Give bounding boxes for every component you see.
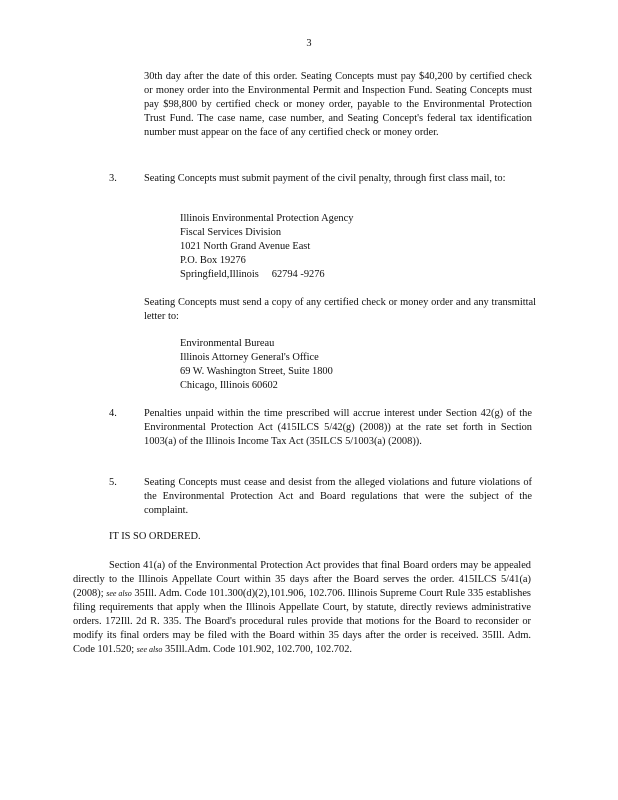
address-line: Fiscal Services Division xyxy=(180,227,282,238)
item-3-text: Seating Concepts must submit payment of the civil penalty, through first class mail, to: xyxy=(144,173,506,184)
address-line: Illinois Environmental Protection Agency xyxy=(180,213,354,224)
page-number: 3 xyxy=(306,38,312,49)
item-4-number: 4. xyxy=(109,408,117,419)
agency-address xyxy=(180,212,353,282)
address-line: Illinois Attorney General's Office xyxy=(180,352,319,363)
address-line: Springfield,Illinois 62794 -9276 xyxy=(180,269,325,280)
appeal-text-3: 35Ill.Adm. Code 101.902, 102.700, 102.702. xyxy=(164,644,352,655)
address-line: P.O. Box 19276 xyxy=(180,255,246,266)
see-also-signal: see also xyxy=(106,589,132,598)
address-line: Environmental Bureau xyxy=(180,338,275,349)
item-4-text: Penalties unpaid within the time prescribed will accrue interest under Section 42(g) of the Environmental Protection Act (415ILCS 5/42(g) (2008)) at the rate set forth in Section 1003(a) of the Illinois Income Tax Act (35ILCS 5/1003(a) (2008)). xyxy=(144,408,532,447)
address-line: 69 W. Washington Street, Suite 1800 xyxy=(180,366,333,377)
item-3-number: 3. xyxy=(109,173,117,184)
address-line: Chicago, Illinois 60602 xyxy=(180,380,278,391)
attorney-general-address xyxy=(180,337,333,393)
appeal-text-2: 35Ill. Adm. Code 101.300(d)(2),101.906, 102.706. Illinois Supreme Court Rule 335 establishes filing requirements that apply when the Illinois Appellate Court, by statute, directly reviews administrative orders. 172Ill. 2d R. 335. The Board's procedural rules provide that motions for the Board to reconsider or modify its final orders may be filed with the Board within 35 days after the order is received. 35Ill. Adm. Code 101.520; xyxy=(73,588,531,655)
continuation-paragraph: 30th day after the date of this order. Seating Concepts must pay $40,200 by certified check or money order into the Environmental Permit and Inspection Fund. Seating Concepts must pay $98,800 by certified check or money order, payable to the Environmental Protection Trust Fund. The case name, case number, and Seating Concept's federal tax identification number must appear on the face of any certified check or money order. xyxy=(144,71,532,138)
copy-instruction: Seating Concepts must send a copy of any certified check or money order and any transmittal letter to: xyxy=(144,297,536,322)
appeal-paragraph xyxy=(73,559,531,657)
appeal-text-1: Section 41(a) of the Environmental Protection Act provides that final Board orders may be appealed directly to the Illinois Appellate Court within 35 days after the Board serves the order. 415ILCS 5/41(a) (2008); xyxy=(73,560,531,599)
item-5-number: 5. xyxy=(109,477,117,488)
so-ordered: IT IS SO ORDERED. xyxy=(109,531,201,542)
item-5-text: Seating Concepts must cease and desist from the alleged violations and future violations of the Environmental Protection Act and Board regulations that were the subject of the complaint. xyxy=(144,477,532,516)
address-line: 1021 North Grand Avenue East xyxy=(180,241,311,252)
see-also-signal: see also xyxy=(136,645,163,654)
